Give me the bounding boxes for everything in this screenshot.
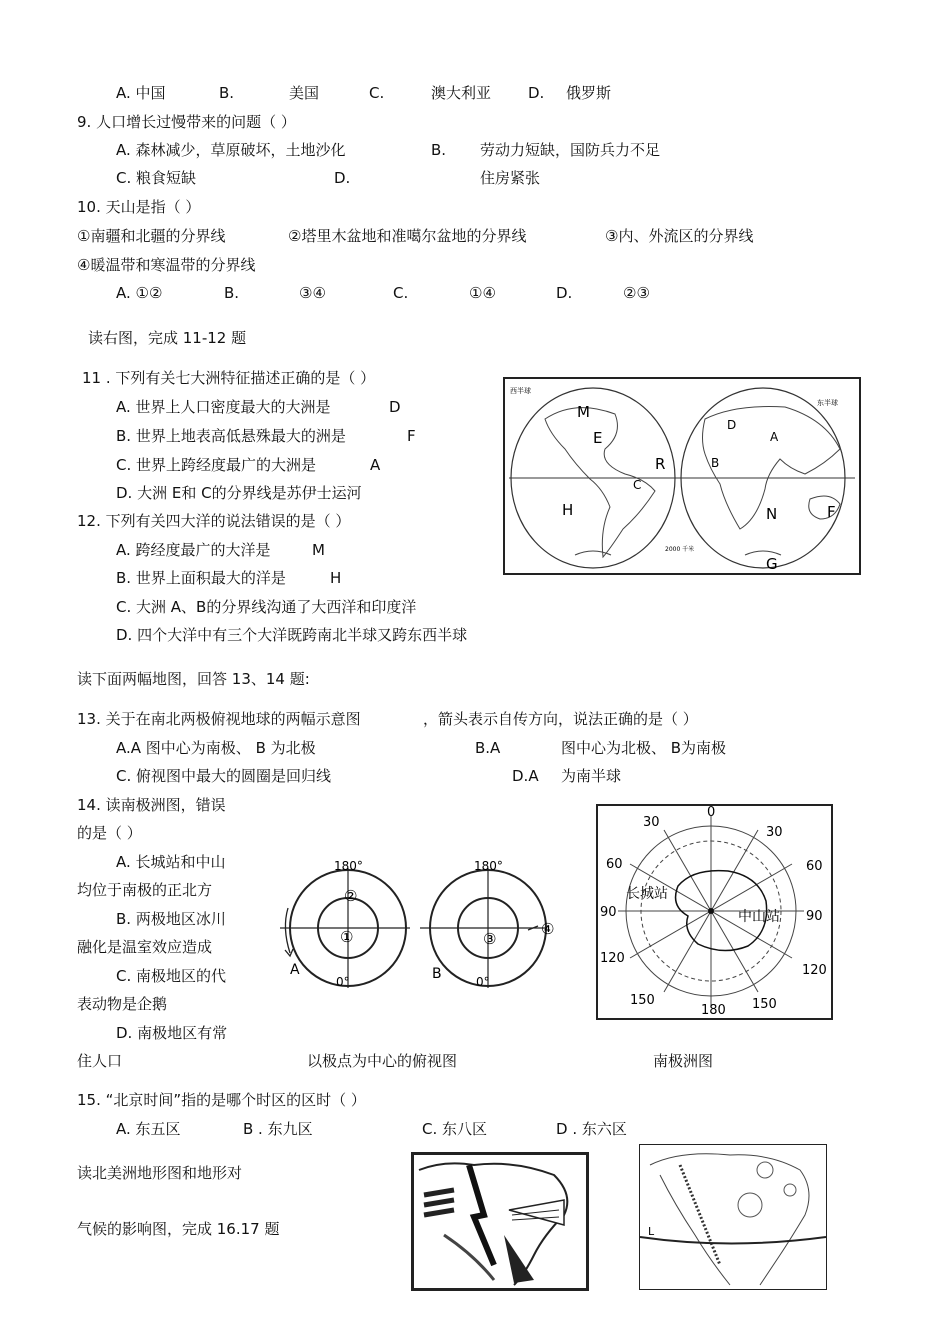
map-label-f: F [827,503,836,521]
antarctica-tick-180: 180 [701,1003,726,1018]
na-climate-sketch [411,1152,589,1291]
map-label-e: E [593,429,603,447]
map-label-r: R [655,455,666,473]
q8-option-b-value: 美国 [289,84,320,102]
map-label-h: H [562,501,574,519]
map-label-c: C [633,478,642,492]
polar-a-marker-1: ① [340,928,354,946]
q10-item-3: ③内、外流区的分界线 [605,227,754,245]
q14-option-b-line-2: 融化是温室效应造成 [77,938,213,956]
map-label-n: N [766,505,778,523]
q10-option-a: A. ①② [116,284,163,302]
na-climate-sketch-drawing [414,1155,586,1288]
q14-option-b-line-1: B. 两极地区冰川 [116,910,226,928]
q10-option-c: C. [393,284,409,302]
antarctica-station-zhongshan: 中山站 [738,909,780,925]
q13-option-a: A.A 图中心为南极、 B 为北极 [116,739,316,757]
q15-option-b: B . 东九区 [243,1120,313,1138]
antarctica-tick-90w: 90 [600,905,617,920]
antarctica-tick-90e: 90 [806,909,823,924]
q13-option-c: C. 俯视图中最大的圆圈是回归线 [116,767,332,785]
q13-stem-continued: ，箭头表示自传方向，说法正确的是（ ） [423,710,698,728]
q8-option-b: B. [219,84,235,102]
q12-option-d: D. 四个大洋中有三个大洋既跨南北半球又跨东西半球 [116,626,468,644]
north-america-map-drawing [640,1145,826,1289]
antarctica-map [596,804,833,1020]
q9-stem: 9. 人口增长过慢带来的问题（ ） [77,113,296,131]
map-label-d: D [727,418,737,432]
q14-line-2: 的是（ ） [77,824,142,842]
east-hemisphere-caption: 东半球 [817,399,838,407]
map-label-b: B [711,456,720,470]
q11-option-b-value: F [407,427,416,445]
q14-option-c-line-1: C. 南极地区的代 [116,967,227,985]
antarctica-station-changcheng: 长城站 [626,886,668,902]
polar-a-bottom-label: 0° [336,975,350,989]
q13-option-d: D.A [512,767,539,785]
q12-option-b-value: H [330,569,342,587]
polar-caption: 以极点为中心的俯视图 [307,1052,458,1070]
q12-option-a: A. 跨经度最广的大洋是 [116,541,271,559]
antarctica-caption: 南极洲图 [653,1052,714,1070]
q11-option-b: B. 世界上地表高低悬殊最大的洲是 [116,427,346,445]
q13-option-d-value: 为南半球 [561,767,622,785]
q8-option-a: A. 中国 [116,84,166,102]
antarctica-tick-60w: 60 [606,857,623,872]
polar-a-top-label: 180° [334,859,363,873]
q15-option-a: A. 东五区 [116,1120,181,1138]
q12-stem: 12. 下列有关四大洋的说法错误的是（ ） [77,512,351,530]
q10-option-d: D. [556,284,573,302]
polar-b-top-label: 180° [474,859,503,873]
polar-b-bottom-label: 0° [476,975,490,989]
q15-stem: 15. “北京时间”指的是哪个时区的区时（ ） [77,1091,366,1109]
q10-option-c-value: ①④ [469,284,496,302]
q10-option-b: B. [224,284,240,302]
q12-option-a-value: M [312,541,325,559]
intro-11-12: 读右图，完成 11-12 题 [88,329,247,347]
q13-option-b-value: 图中心为北极、 B为南极 [561,739,727,757]
q9-option-b: B. [431,141,447,159]
q13-stem: 13. 关于在南北两极俯视地球的两幅示意图 [77,710,361,728]
antarctica-map-drawing [598,806,831,1018]
q10-option-d-value: ②③ [623,284,650,302]
polar-b-marker-4: ④ [541,920,555,938]
intro-16-17-line-1: 读北美洲地形图和地形对 [77,1164,243,1182]
map-label-g: G [766,555,778,573]
scale-caption: 2000 千米 [665,546,695,553]
q8-option-c-value: 澳大利亚 [431,84,492,102]
q11-option-d: D. 大洲 E和 C的分界线是苏伊士运河 [116,484,362,502]
polar-b-letter: B [432,966,442,982]
q15-option-d: D . 东六区 [556,1120,627,1138]
antarctica-tick-30w: 30 [643,815,660,830]
polar-view-b [420,858,565,993]
q11-option-c-value: A [370,456,381,474]
q11-option-a: A. 世界上人口密度最大的大洲是 [116,398,331,416]
antarctica-tick-120w: 120 [600,951,625,966]
antarctica-tick-120e: 120 [802,963,827,978]
map-label-a: A [770,430,779,444]
q10-item-2: ②塔里木盆地和准噶尔盆地的分界线 [288,227,527,245]
q15-option-c: C. 东八区 [422,1120,488,1138]
q11-option-c: C. 世界上跨经度最广的大洲是 [116,456,317,474]
q14-option-c-line-2: 表动物是企鹅 [77,995,168,1013]
q8-option-d-value: 俄罗斯 [566,84,612,102]
q14-option-d-line-2: 住人口 [77,1052,123,1070]
intro-16-17-line-2: 气候的影响图，完成 16.17 题 [77,1220,280,1238]
west-hemisphere-caption: 西半球 [510,387,531,395]
map-label-m: M [577,403,590,421]
world-map [503,377,861,575]
q8-option-d: D. [528,84,545,102]
antarctica-tick-150e: 150 [752,997,777,1012]
q14-line-1: 14. 读南极洲图，错误 [77,796,226,814]
antarctica-tick-150w: 150 [630,993,655,1008]
antarctica-tick-60e: 60 [806,859,823,874]
q12-option-b: B. 世界上面积最大的洋是 [116,569,286,587]
q10-item-1: ①南疆和北疆的分界线 [77,227,226,245]
q14-option-a-line-1: A. 长城站和中山 [116,853,226,871]
q9-option-d-value: 住房紧张 [480,169,541,187]
polar-a-letter: A [290,962,300,978]
q10-stem: 10. 天山是指（ ） [77,198,201,216]
q11-option-a-value: D [389,398,401,416]
world-map-drawing [505,379,859,573]
antarctica-tick-30e: 30 [766,825,783,840]
polar-b-marker-3: ③ [483,930,497,948]
q10-option-b-value: ③④ [299,284,326,302]
q11-stem: 11 . 下列有关七大洲特征描述正确的是（ ） [82,369,376,387]
q9-option-b-value: 劳动力短缺，国防兵力不足 [480,141,661,159]
q14-option-d-line-1: D. 南极地区有常 [116,1024,228,1042]
polar-a-marker-2: ② [344,887,358,905]
q9-option-c: C. 粮食短缺 [116,169,197,187]
polar-view-a [270,858,410,993]
q10-item-4: ④暖温带和寒温带的分界线 [77,256,256,274]
q9-option-a: A. 森林减少，草原破坏，土地沙化 [116,141,346,159]
q8-option-c: C. [369,84,385,102]
q12-option-c: C. 大洲 A、B的分界线沟通了大西洋和印度洋 [116,598,417,616]
q9-option-d: D. [334,169,351,187]
q13-option-b: B.A [475,739,501,757]
north-america-map [639,1144,827,1290]
antarctica-tick-0: 0 [707,806,716,820]
na-map-label-l: L [648,1225,655,1238]
intro-13-14: 读下面两幅地图，回答 13、14 题: [77,670,310,688]
q14-option-a-line-2: 均位于南极的正北方 [77,881,213,899]
